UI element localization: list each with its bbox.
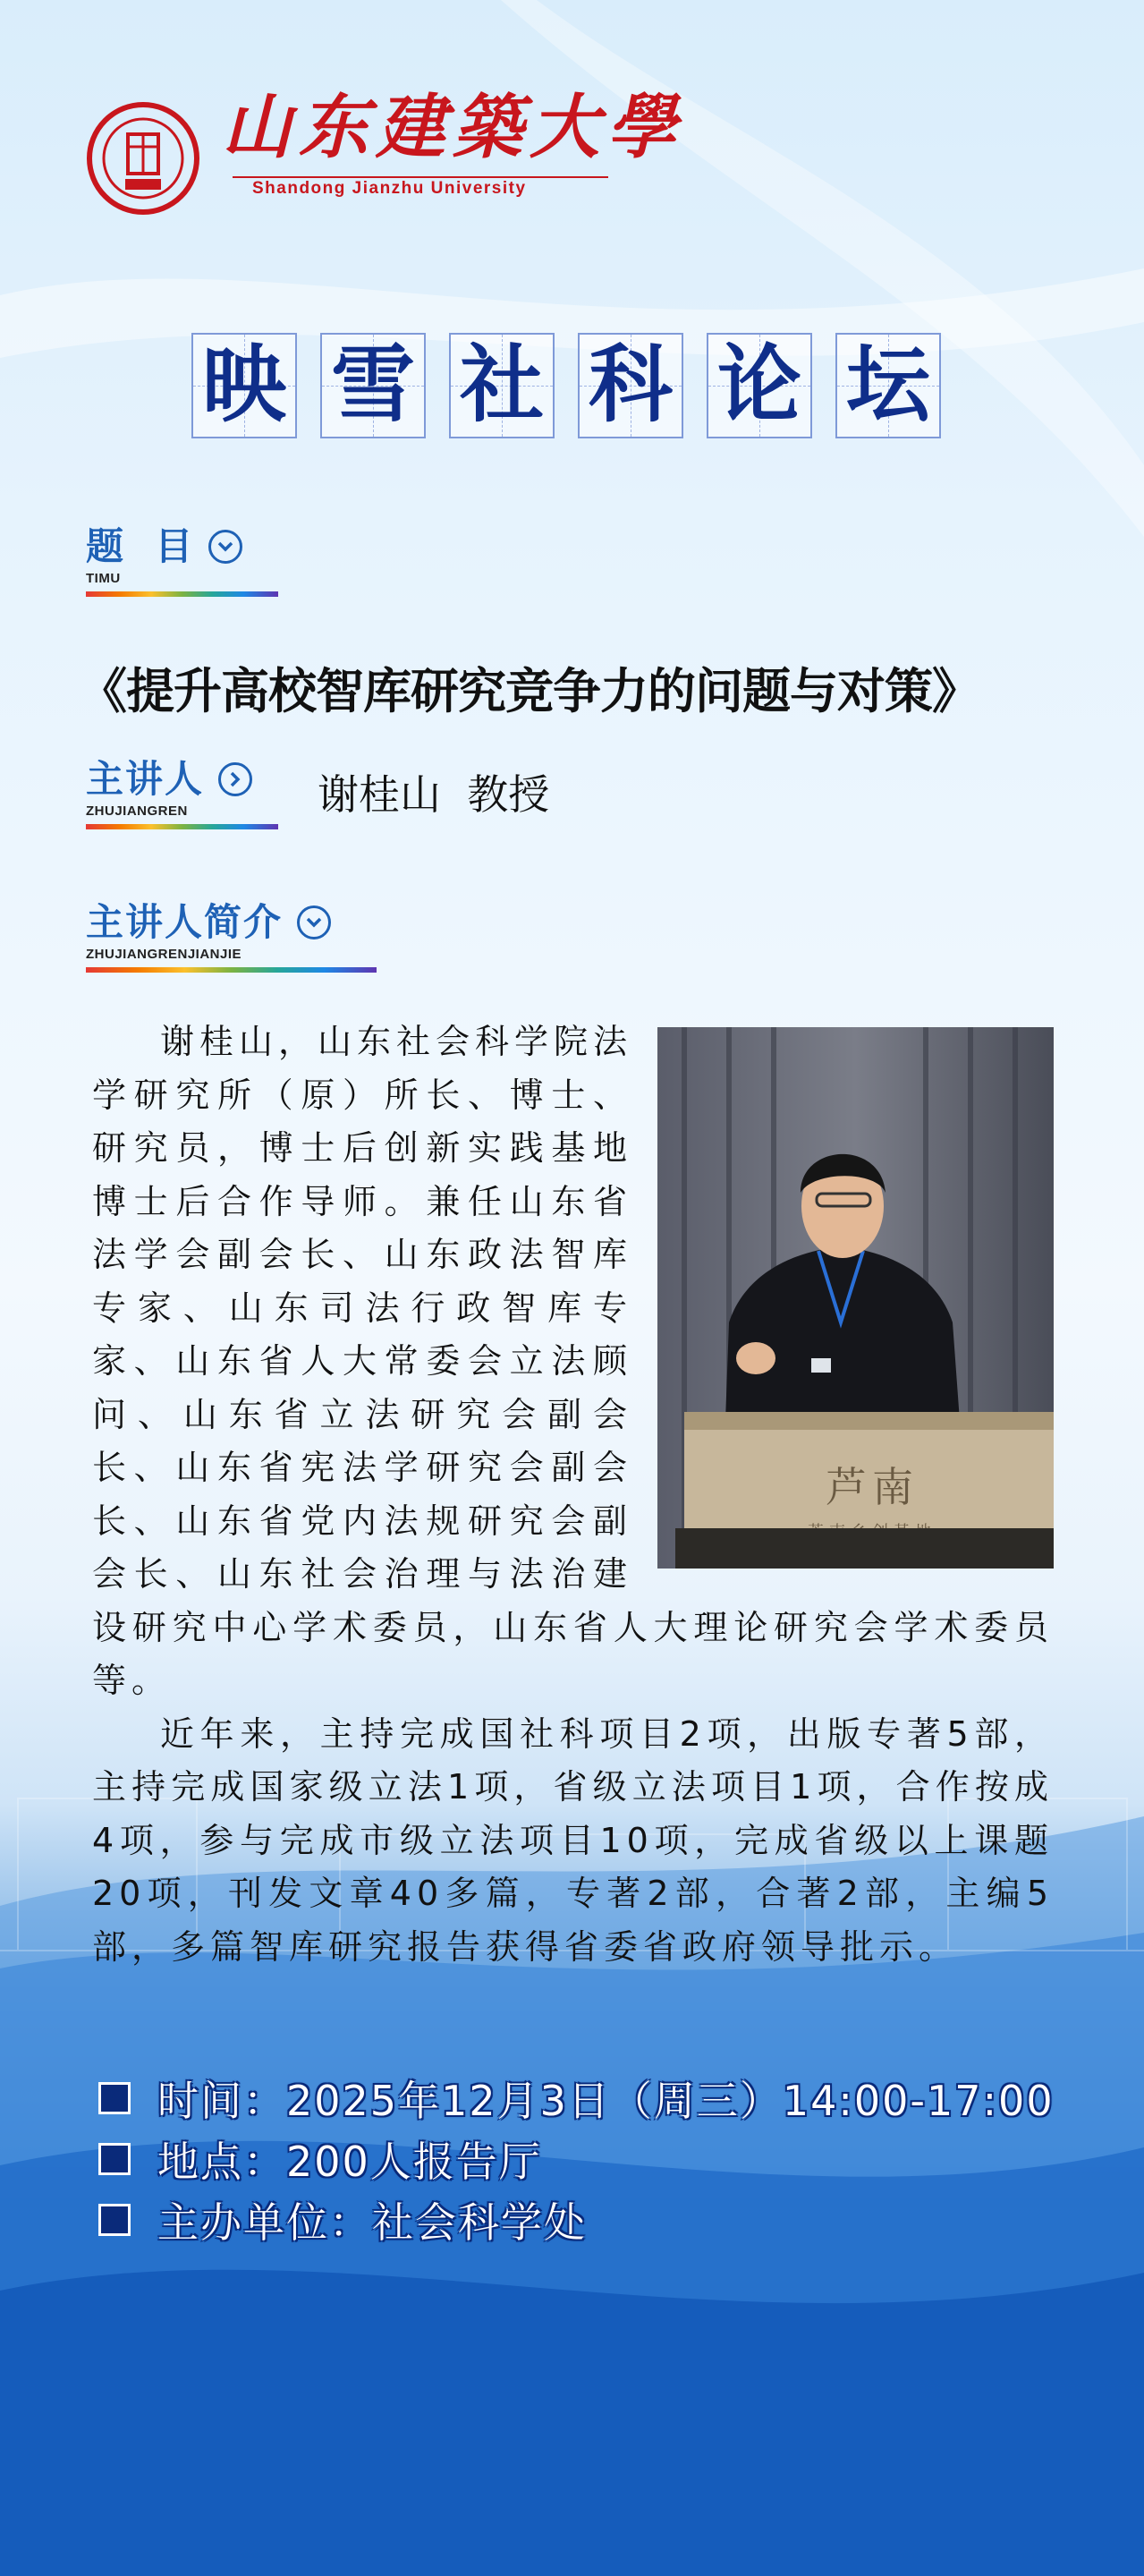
square-bullet-icon <box>98 2143 131 2175</box>
rainbow-divider <box>86 591 278 597</box>
forum-title-char: 社 <box>459 336 544 434</box>
forum-title-char-box <box>191 333 297 438</box>
lecture-topic: 《提升高校智库研究竞争力的问题与对策》 <box>79 662 979 719</box>
forum-title-char-box <box>449 333 555 438</box>
forum-title-char: 坛 <box>845 336 930 434</box>
forum-title-char-box <box>578 333 683 438</box>
square-bullet-icon <box>98 2082 131 2114</box>
speaker-photo <box>657 1027 1054 1569</box>
intro-section-title: 主讲人简介 <box>86 900 284 944</box>
podium-logo: 芦南 <box>826 1463 919 1511</box>
forum-title-char: 映 <box>201 336 286 434</box>
speaker-biography <box>92 1016 1054 1974</box>
forum-title-char-box <box>707 333 812 438</box>
forum-title <box>191 333 941 438</box>
speaker-section-title: 主讲人 <box>86 757 205 801</box>
university-seal-logo <box>85 100 201 217</box>
event-time: 时间：2025年12月3日（周三）14:00-17:00 <box>157 2077 1055 2125</box>
event-organizer-row <box>98 2190 587 2249</box>
forum-title-char: 雪 <box>330 336 415 434</box>
speaker-section-header <box>86 757 278 829</box>
forum-title-char-box <box>320 333 426 438</box>
forum-title-char: 科 <box>588 336 673 434</box>
university-name-cn: 山东建築大學 <box>222 87 684 168</box>
square-bullet-icon <box>98 2204 131 2236</box>
forum-title-char: 论 <box>716 336 801 434</box>
speaker-section-subtitle: ZHUJIANGREN <box>86 803 188 819</box>
intro-section-header <box>86 900 377 973</box>
rainbow-divider <box>86 824 278 829</box>
university-name-en: Shandong Jianzhu University <box>252 179 527 198</box>
event-place: 地点：200人报告厅 <box>157 2138 542 2186</box>
chevron-down-icon <box>208 530 242 564</box>
speaker-name: 谢桂山 教授 <box>318 770 550 819</box>
rainbow-divider <box>86 967 377 973</box>
forum-title-char-box <box>835 333 941 438</box>
chevron-right-icon <box>218 762 252 796</box>
event-time-row <box>98 2069 1055 2128</box>
event-organizer: 主办单位：社会科学处 <box>157 2198 587 2247</box>
intro-section-subtitle: ZHUJIANGRENJIANJIE <box>86 947 242 962</box>
topic-section-title: 题 目 <box>86 524 195 568</box>
chevron-down-icon <box>297 905 331 939</box>
bio-paragraph-1: 谢桂山，山东社会科学院法学研究所（原）所长、博士、研究员，博士后创新实践基地博士后合作导师。兼任山东省法学会副会长、山东政法智库专家、山东司法行政智库专家、山东省人大常委会立法顾问、山东省立法研究会副会长、山东省宪法学研究会副会长、山东省党内法规研究会副会长、山东社会治理与法治建设研究中心学术委员，山东省人大理论研究会学术委员等。 <box>92 1022 1054 1700</box>
university-underline <box>233 176 608 178</box>
event-place-row <box>98 2130 542 2189</box>
bio-paragraph-2: 近年来，主持完成国社科项目2项，出版专著5部，主持完成国家级立法1项，省级立法项目1项，合作按成4项，参与完成市级立法项目10项，完成省级以上课题20项，刊发文章40多篇，专著2部，合著2部，主编5部，多篇智库研究报告获得省委省政府领导批示。 <box>92 1713 1054 1967</box>
topic-section-header <box>86 524 278 597</box>
topic-section-subtitle: TIMU <box>86 571 121 586</box>
